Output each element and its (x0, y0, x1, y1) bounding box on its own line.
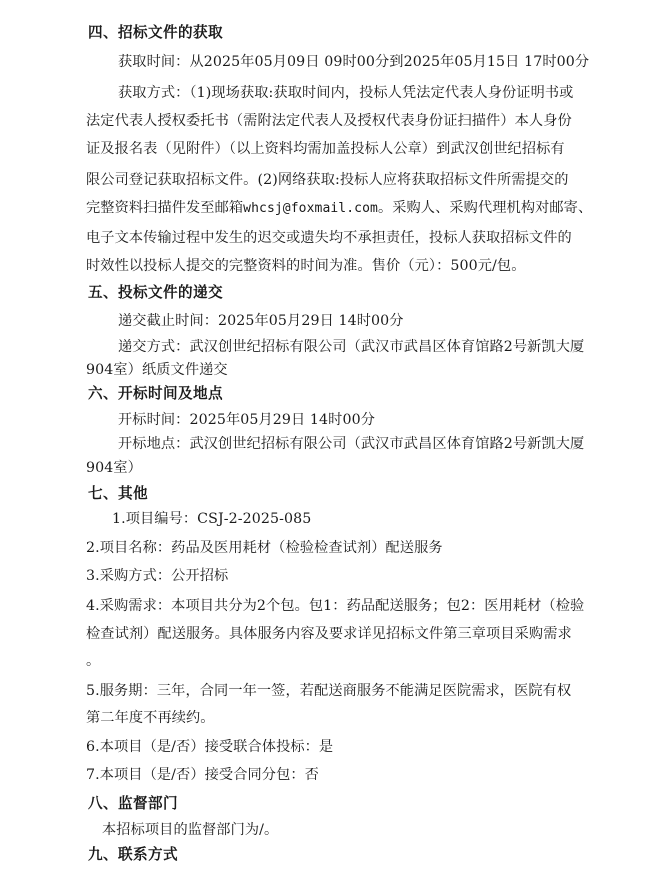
section-9-heading: 九、联系方式 (88, 846, 178, 863)
section-7-heading: 七、其他 (88, 485, 148, 502)
acquisition-method-line-4: 限公司登记获取招标文件。(2)网络获取:投标人应将获取招标文件所需提交的 (86, 172, 569, 188)
acquisition-method-line-7: 时效性以投标人提交的完整资料的时间为准。售价（元）：500元/包。 (86, 258, 526, 274)
acquisition-method-line-5-pre: 完整资料扫描件发至邮箱 (86, 200, 244, 216)
contract-subcontracting: 7.本项目（是/否）接受合同分包：否 (86, 767, 319, 783)
submission-method-line-1: 递交方式：武汉创世纪招标有限公司（武汉市武昌区体育馆路2号新凯大厦 (118, 339, 585, 355)
section-6-heading: 六、开标时间及地点 (88, 385, 223, 402)
opening-time: 开标时间：2025年05月29日 14时00分 (118, 412, 376, 428)
acquisition-method-line-5-post: 。采购人、采购代理机构对邮寄、 (377, 200, 593, 216)
acquisition-method-line-3: 证及报名表（见附件）（以上资料均需加盖投标人公章）到武汉创世纪招标有 (86, 141, 565, 157)
procurement-requirement-line-1: 4.采购需求：本项目共分为2个包。包1：药品配送服务；包2：医用耗材（检验 (86, 598, 585, 614)
project-number: 1.项目编号：CSJ-2-2025-085 (112, 511, 312, 527)
acquisition-method-line-1: 获取方式：（1)现场获取:获取时间内，投标人凭法定代表人身份证明书或 (118, 85, 574, 101)
section-8-heading: 八、监督部门 (88, 795, 178, 812)
submission-deadline: 递交截止时间：2025年05月29日 14时00分 (118, 313, 404, 329)
acquisition-method-line-2: 法定代表人授权委托书（需附法定代表人及授权代表身份证扫描件）本人身份 (86, 113, 572, 129)
acquisition-time: 获取时间：从2025年05月09日 09时00分到2025年05月15日 17时00分 (118, 54, 590, 70)
opening-place-line-1: 开标地点：武汉创世纪招标有限公司（武汉市武昌区体育馆路2号新凯大厦 (118, 436, 585, 452)
service-period-line-1: 5.服务期：三年，合同一年一签，若配送商服务不能满足医院需求，医院有权 (86, 683, 572, 699)
supervision-department: 本招标项目的监督部门为/。 (102, 822, 279, 838)
opening-place-line-2: 904室） (86, 460, 142, 476)
section-4-heading: 四、招标文件的获取 (88, 24, 223, 41)
procurement-requirement-line-2: 检查试剂）配送服务。具体服务内容及要求详见招标文件第三章项目采购需求 (86, 626, 572, 642)
acquisition-method-line-5 (86, 198, 592, 219)
consortium-bidding: 6.本项目（是/否）接受联合体投标：是 (86, 739, 334, 755)
acquisition-method-line-6: 电子文本传输过程中发生的迟交或遗失均不承担责任，投标人获取招标文件的 (86, 230, 572, 246)
email-address: whcsj@foxmail.com (243, 201, 378, 216)
submission-method-line-2: 904室）纸质文件递交 (86, 362, 228, 378)
procurement-method: 3.采购方式：公开招标 (86, 568, 229, 584)
project-name: 2.项目名称：药品及医用耗材（检验检查试剂）配送服务 (86, 540, 443, 556)
service-period-line-2: 第二年度不再续约。 (86, 710, 215, 726)
section-5-heading: 五、投标文件的递交 (88, 284, 223, 301)
procurement-requirement-line-3: 。 (86, 653, 101, 669)
